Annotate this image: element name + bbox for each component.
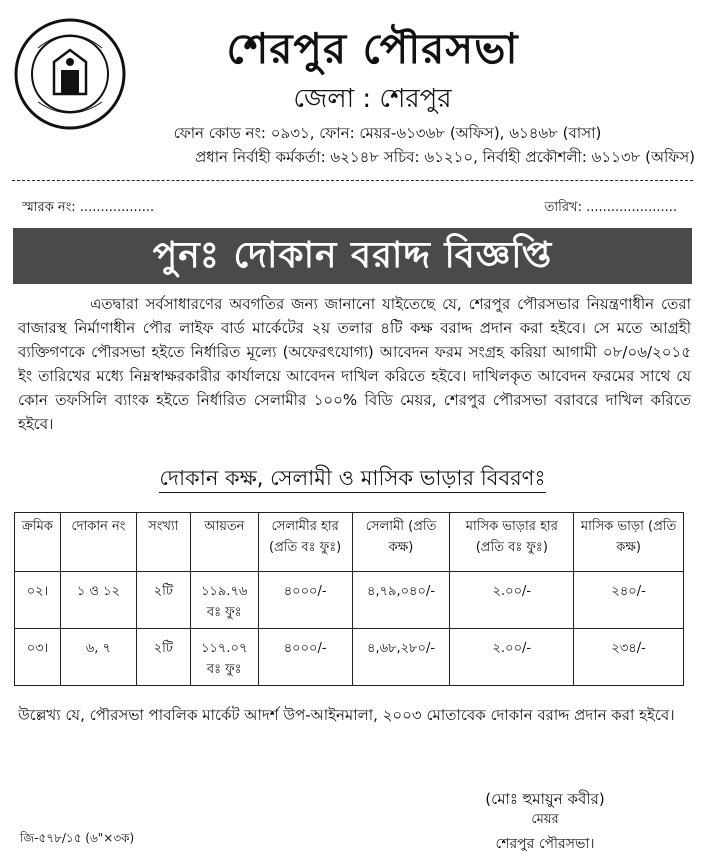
page-title: শেরপুর পৌরসভা <box>226 24 519 73</box>
col-shop-no: দোকান নং <box>60 513 136 572</box>
cell: ৪০০০/- <box>258 629 352 686</box>
cell: ৪,৭৯,০৪০/- <box>352 572 450 629</box>
cell: ০২। <box>15 572 61 629</box>
cell: ২৩৪/- <box>574 629 684 686</box>
regulation-note: উল্লেখ্য যে, পৌরসভা পাবলিক মার্কেট আদর্শ উপ-আইনমালা, ২০০৩ মোতাবেক দোকান বরাদ্দ প্রদান করা হইবে। <box>18 706 675 724</box>
col-salami-rate: সেলামীর হার (প্রতি বঃ ফুঃ) <box>258 513 352 572</box>
signer-org: শেরপুর পৌরসভা। <box>495 836 595 852</box>
memo-date: তারিখ: ...................... <box>544 200 677 215</box>
divider <box>12 180 693 181</box>
cell: ৬, ৭ <box>60 629 136 686</box>
col-rent-rate: মাসিক ভাড়ার হার (প্রতি বঃ ফুঃ) <box>450 513 574 572</box>
cell: ২টি <box>136 629 190 686</box>
col-salami: সেলামী (প্রতি কক্ষ) <box>352 513 450 572</box>
cell: ২টি <box>136 572 190 629</box>
officers-phone-line: প্রধান নির্বাহী কর্মকর্তা: ৬২১৪৮ সচিব: ৬১২১০, নির্বাহী প্রকৌশলী: ৬১১৩৮ (অফিস) <box>195 148 695 166</box>
table-row <box>15 572 684 629</box>
cell: ৪০০০/- <box>258 572 352 629</box>
notice-banner: পুনঃ দোকান বরাদ্দ বিজ্ঞপ্তি <box>13 228 692 284</box>
signer-title: মেয়র <box>531 812 559 827</box>
col-area: আয়তন <box>190 513 258 572</box>
cell: ২.০০/- <box>450 572 574 629</box>
memo-ref: স্মারক নং: .................. <box>22 200 155 215</box>
cell: ১১৭.০৭ বঃ ফুঃ <box>190 629 258 686</box>
cell: ০৩। <box>15 629 61 686</box>
cell: ১১৯.৭৬ বঃ ফুঃ <box>190 572 258 629</box>
phone-line: ফোন কোড নং: ০৯৩১, ফোন: মেয়র-৬১৩৬৮ (অফিস), ৬১৪৬৮ (বাসা) <box>173 124 602 142</box>
table-header-row <box>15 513 684 572</box>
col-rent: মাসিক ভাড়া (প্রতি কক্ষ) <box>574 513 684 572</box>
cell: ১ ও ১২ <box>60 572 136 629</box>
cell: ২৪০/- <box>574 572 684 629</box>
notice-body: এতদ্বারা সর্বসাধারণের অবগতির জন্য জানানো যাইতেছে যে, শেরপুর পৌরসভার নিয়ন্ত্রণাধীন তেরা বাজারস্থ নির্মাণাধীন পৌর লাইফ বার্ড মার্কেটের ২য় তলার ৪টি কক্ষ বরাদ্দ প্রদান করা হইবে। সে মতে আগ্রহী ব্যক্তিগণকে পৌরসভা হইতে নির্ধারিত মূল্যে (অফেরৎযোগ্য) আবেদন ফরম সংগ্রহ করিয়া আগামী ০৮/০৬/২০১৫ ইং তারিখের মধ্যে নিম্নস্বাক্ষরকারীর কার্যালয়ে আবেদন দাখিল করিতে হইবে। দাখিলকৃত আবেদন ফরমের সাথে যে কোন তফসিলি ব্যাংক হইতে নির্ধারিত সেলামীর ১০০% বিডি মেয়র, শেরপুর পৌরসভা বরাবরে দাখিল করিতে হইবে। <box>18 295 691 433</box>
col-serial: ক্রমিক <box>15 513 61 572</box>
table-heading <box>0 462 705 497</box>
shop-table <box>14 512 684 686</box>
table-row <box>15 629 684 686</box>
table-heading-text: দোকান কক্ষ, সেলামী ও মাসিক ভাড়ার বিবরণঃ <box>159 466 545 493</box>
col-count: সংখ্যা <box>136 513 190 572</box>
cell: ২.০০/- <box>450 629 574 686</box>
cell: ৪,৬৮,২৮০/- <box>352 629 450 686</box>
district-line: জেলা : শেরপুর <box>293 84 452 114</box>
print-code: জি-৫৭৮/১৫ (৬"×৩ক) <box>20 831 135 845</box>
signer-name: (মোঃ হুমায়ুন কবীর) <box>485 790 605 808</box>
